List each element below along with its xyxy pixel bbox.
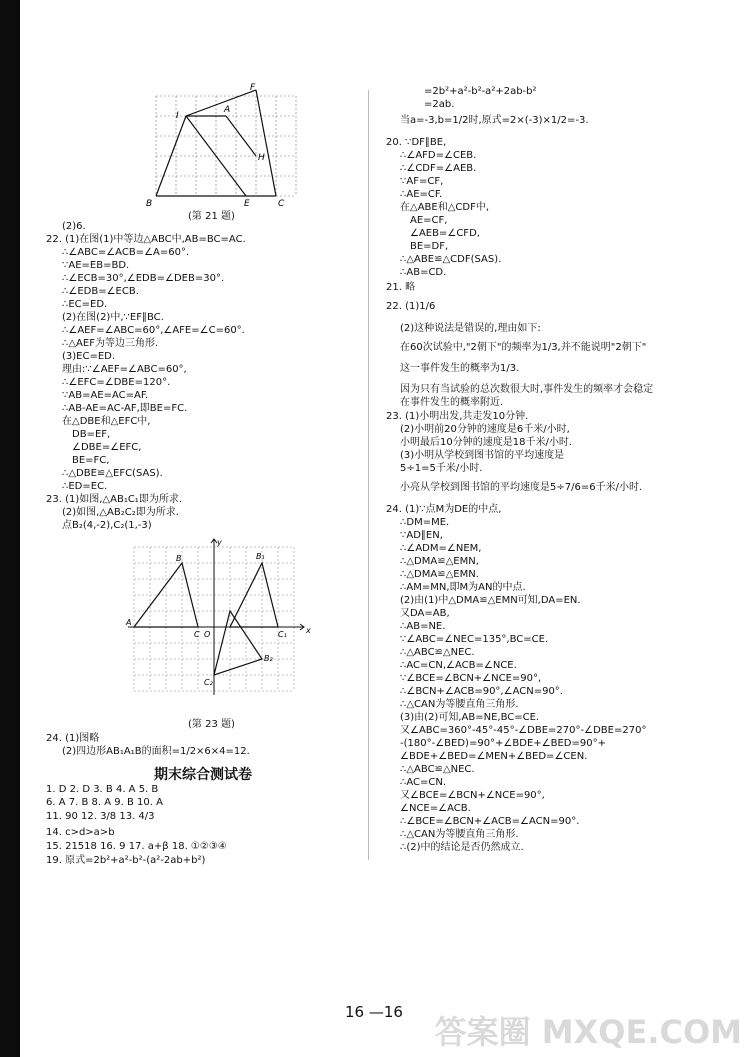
text-line: 点B₂(4,-2),C₂(1,-3) bbox=[62, 520, 152, 531]
text-line: -(180°-∠BED)=90°+∠BDE+∠BED=90°+ bbox=[400, 738, 606, 749]
text-line: ∵AF=CF, bbox=[400, 176, 444, 187]
text-line: ∴AC=CN,∠ACB=∠NCE. bbox=[400, 660, 517, 671]
text-line: ∵AE=EB=BD. bbox=[62, 260, 130, 271]
text-line: ∴△ABE≌△CDF(SAS). bbox=[400, 254, 502, 265]
text-line: ∴AB=CD. bbox=[400, 267, 447, 278]
text-line: ∴AB=NE. bbox=[400, 621, 446, 632]
answer-line: 1. D 2. D 3. B 4. A 5. B bbox=[46, 784, 159, 795]
text-line: 24. (1)∵点M为DE的中点, bbox=[386, 504, 502, 515]
answer-line: 15. 21518 16. 9 17. a+β 18. ①②③④ bbox=[46, 841, 227, 852]
text-line: (2)四边形AB₁A₁B的面积=1/2×6×4=12. bbox=[62, 746, 250, 757]
text-line: ∴△ABC≌△NEC. bbox=[400, 647, 475, 658]
text-line: 小亮从学校到图书馆的平均速度是5÷7/6=6千米/小时. bbox=[400, 482, 643, 493]
text-line: 22. (1)1/6 bbox=[386, 301, 436, 312]
text-line: 在60次试验中,"2朝下"的频率为1/3,并不能说明"2朝下" bbox=[400, 342, 647, 353]
text-line: 因为只有当试验的总次数很大时,事件发生的频率才会稳定 bbox=[400, 384, 654, 395]
text-line: ∴AM=MN,即M为AN的中点. bbox=[400, 582, 526, 593]
fig23-label-C: C bbox=[194, 630, 200, 639]
text-line: 在△ABE和△CDF中, bbox=[400, 202, 490, 213]
page-number: 16 —16 bbox=[345, 1003, 403, 1021]
fig23-label-x: x bbox=[306, 626, 311, 635]
text-line: (2)由(1)中△DMA≌△EMN可知,DA=EN. bbox=[400, 595, 581, 606]
text-line: ∴△CAN为等腰直角三角形. bbox=[400, 699, 519, 710]
text-line: ∵AD∥EN, bbox=[400, 530, 443, 541]
text-line: 又∠BCE=∠BCN+∠NCE=90°, bbox=[400, 790, 545, 801]
text-line: ∴△ABC≌△NEC. bbox=[400, 764, 475, 775]
text-line: 24. (1)图略 bbox=[46, 733, 100, 744]
text-line: ∴ED=EC. bbox=[62, 481, 108, 492]
text-line: ∴EC=ED. bbox=[62, 299, 108, 310]
text-line: ∴AC=CN. bbox=[400, 777, 447, 788]
fig21-label-B: B bbox=[146, 199, 153, 209]
fig21-label-F: F bbox=[250, 83, 256, 93]
text-line: 又∠ABC=360°-45°-45°-∠DBE=270°-∠DBE=270° bbox=[400, 725, 647, 736]
text-line: BE=DF, bbox=[410, 241, 449, 252]
text-line: ∴∠ADM=∠NEM, bbox=[400, 543, 482, 554]
text-line: ∴AE=CF. bbox=[400, 189, 443, 200]
answer-line: 14. c>d>a>b bbox=[46, 827, 115, 838]
text-line: (3)小明从学校到图书馆的平均速度是 bbox=[400, 450, 565, 461]
answer-line: 11. 90 12. 3/8 13. 4/3 bbox=[46, 811, 155, 822]
text-line: (2)小明前20分钟的速度是6千米/小时, bbox=[400, 424, 570, 435]
fig23-label-B: B bbox=[176, 554, 182, 563]
text-line: DB=EF, bbox=[72, 429, 111, 440]
text-line: ∴△AEF为等边三角形. bbox=[62, 338, 159, 349]
text-line: ∴∠BCE=∠BCN+∠ACB=∠ACN=90°. bbox=[400, 816, 580, 827]
figure-21-grid bbox=[146, 82, 326, 212]
fig21-label-H: H bbox=[258, 153, 265, 163]
watermark-logo: 答案圈 MXQE.COM bbox=[434, 1013, 742, 1051]
text-line: 22. (1)在图(1)中等边△ABC中,AB=BC=AC. bbox=[46, 234, 246, 245]
text-line: ∠DBE=∠EFC, bbox=[72, 442, 142, 453]
text-line: =2ab. bbox=[424, 99, 455, 110]
fig21-label-I: I bbox=[176, 111, 179, 121]
text-line: BE=FC, bbox=[72, 455, 110, 466]
figure-23-caption: (第 23 题) bbox=[188, 719, 235, 730]
text-line: ∠BDE+∠BED=∠MEN+∠BED=∠CEN. bbox=[400, 751, 588, 762]
text-line: ∴△DMA≌△EMN. bbox=[400, 569, 479, 580]
text-line: 当a=-3,b=1/2时,原式=2×(-3)×1/2=-3. bbox=[400, 115, 589, 126]
text-line: ∠AEB=∠CFD, bbox=[410, 228, 480, 239]
text-line: (3)EC=ED. bbox=[62, 351, 116, 362]
fig23-label-A: A bbox=[126, 618, 132, 627]
text-line: (2)在图(2)中,∵EF∥BC. bbox=[62, 312, 164, 323]
fig21-label-C: C bbox=[278, 199, 285, 209]
text-line: ∴△DBE≌△EFC(SAS). bbox=[62, 468, 163, 479]
text-line: 小明最后10分钟的速度是18千米/小时. bbox=[400, 437, 572, 448]
text-line: 理由:∵∠AEF=∠ABC=60°, bbox=[62, 364, 187, 375]
text-line: ∴∠ABC=∠ACB=∠A=60°. bbox=[62, 247, 190, 258]
fig21-label-E: E bbox=[244, 199, 250, 209]
answer-line: 6. A 7. B 8. A 9. B 10. A bbox=[46, 797, 163, 808]
text-line: ∴∠ECB=30°,∠EDB=∠DEB=30°. bbox=[62, 273, 225, 284]
text-line: ∴△DMA≌△EMN, bbox=[400, 556, 479, 567]
fig23-label-C1: C₁ bbox=[278, 630, 287, 639]
text-line: ∠NCE=∠ACB. bbox=[400, 803, 471, 814]
text-line: ∴△CAN为等腰直角三角形. bbox=[400, 829, 519, 840]
text-line: ∴∠EDB=∠ECB. bbox=[62, 286, 139, 297]
text-line: ∴AB-AE=AC-AF,即BE=FC. bbox=[62, 403, 188, 414]
figure-23-grid bbox=[124, 535, 334, 715]
text-line: (2)6. bbox=[62, 221, 86, 232]
fig23-label-O: O bbox=[204, 630, 211, 639]
text-line: ∴∠AFD=∠CEB. bbox=[400, 150, 477, 161]
text-line: AE=CF, bbox=[410, 215, 448, 226]
text-line: 20. ∵DF∥BE, bbox=[386, 137, 447, 148]
left-binding-bar bbox=[0, 0, 20, 1057]
text-line: 在△DBE和△EFC中, bbox=[62, 416, 151, 427]
text-line: 5÷1=5千米/小时. bbox=[400, 463, 483, 474]
text-line: ∵AB=AE=AC=AF. bbox=[62, 390, 149, 401]
text-line: 在事件发生的概率附近. bbox=[400, 397, 504, 408]
text-line: ∵∠ABC=∠NEC=135°,BC=CE. bbox=[400, 634, 549, 645]
text-line: 又DA=AB, bbox=[400, 608, 450, 619]
text-line: ∴DM=ME. bbox=[400, 517, 450, 528]
text-line: ∴∠AEF=∠ABC=60°,∠AFE=∠C=60°. bbox=[62, 325, 245, 336]
text-line: ∴∠BCN+∠ACB=90°,∠ACN=90°. bbox=[400, 686, 563, 697]
fig23-label-y: y bbox=[217, 538, 222, 547]
text-line: 23. (1)如图,△AB₁C₁即为所求. bbox=[46, 494, 182, 505]
fig23-label-B2: B₂ bbox=[264, 654, 273, 663]
text-line: =2b²+a²-b²-a²+2ab-b² bbox=[424, 86, 537, 97]
text-line: 这一事件发生的概率为1/3. bbox=[400, 363, 520, 374]
text-line: ∴∠EFC=∠DBE=120°. bbox=[62, 377, 171, 388]
fig21-label-A: A bbox=[224, 105, 231, 115]
text-line: ∴(2)中的结论是否仍然成立. bbox=[400, 842, 524, 853]
text-line: 23. (1)小明出发,共走发10分钟. bbox=[386, 411, 529, 422]
text-line: (2)这种说法是错误的,理由如下: bbox=[400, 323, 541, 334]
column-divider bbox=[368, 90, 369, 860]
figure-21-caption: (第 21 题) bbox=[188, 211, 235, 222]
section-title: 期末综合测试卷 bbox=[154, 767, 252, 783]
answer-line: 19. 原式=2b²+a²-b²-(a²-2ab+b²) bbox=[46, 855, 206, 866]
text-line: (3)由(2)可知,AB=NE,BC=CE. bbox=[400, 712, 540, 723]
fig23-label-B1: B₁ bbox=[256, 552, 265, 561]
text-line: 21. 略 bbox=[386, 282, 416, 293]
text-line: ∴∠CDF=∠AEB. bbox=[400, 163, 477, 174]
fig23-label-C2: C₂ bbox=[204, 678, 213, 687]
text-line: (2)如图,△AB₂C₂即为所求. bbox=[62, 507, 179, 518]
text-line: ∵∠BCE=∠BCN+∠NCE=90°, bbox=[400, 673, 542, 684]
